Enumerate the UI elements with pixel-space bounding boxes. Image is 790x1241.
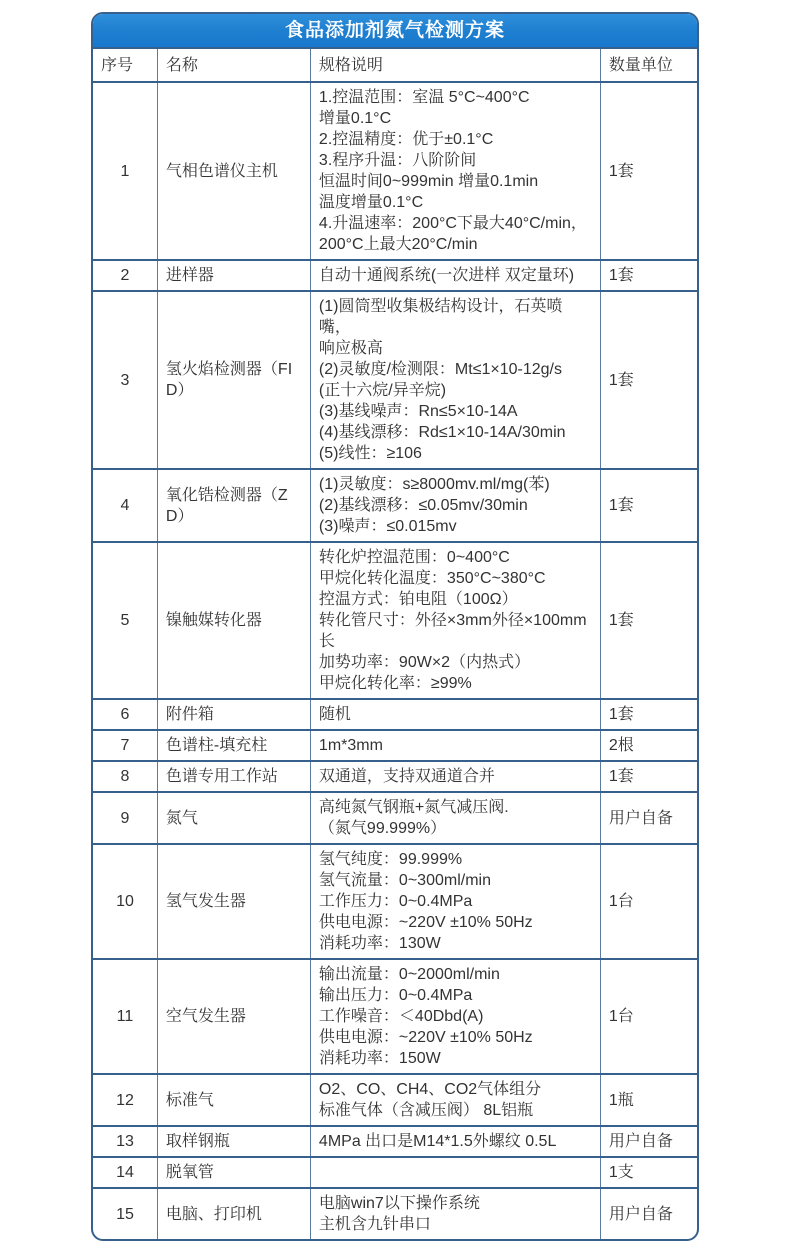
row-index-cell: 2 xyxy=(93,260,157,291)
spec-line: 自动十通阀系统(一次进样 双定量环) xyxy=(318,267,575,284)
spec-line: 工作噪音：＜40Dbd(A) xyxy=(318,1008,484,1025)
row-index-cell: 5 xyxy=(93,542,157,699)
spec-line: (1)灵敏度：s≥8000mv.ml/mg(苯) xyxy=(318,476,550,493)
spec-line: 温度增量0.1°C xyxy=(318,194,424,211)
qty-cell: 用户自备 xyxy=(600,1188,697,1239)
spec-cell xyxy=(310,959,600,1074)
spec-line: (3)基线噪声：Rn≤5×10-14A xyxy=(318,403,518,420)
row-index-cell: 11 xyxy=(93,959,157,1074)
spec-table-card xyxy=(91,12,699,1241)
spec-line: 200°C上最大20°C/min xyxy=(318,236,478,253)
spec-line: 工作压力：0~0.4MPa xyxy=(318,893,473,910)
spec-line: 氢气流量：0~300ml/min xyxy=(318,872,491,889)
item-name-cell: 氢气发生器 xyxy=(157,844,310,959)
spec-line: 4MPa 出口是M14*1.5外螺纹 0.5L xyxy=(318,1133,557,1150)
item-name-cell: 脱氧管 xyxy=(157,1157,310,1188)
spec-line: 标准气体（含减压阀） 8L铝瓶 xyxy=(318,1102,534,1119)
table-row xyxy=(93,1188,697,1239)
spec-line: 恒温时间0~999min 增量0.1min xyxy=(318,173,539,190)
qty-cell: 1瓶 xyxy=(600,1074,697,1126)
table-row xyxy=(93,699,697,730)
table-row xyxy=(93,82,697,260)
spec-cell xyxy=(310,291,600,469)
spec-line: 3.程序升温：八阶阶间 xyxy=(318,152,477,169)
spec-line: 消耗功率：130W xyxy=(318,935,441,952)
qty-cell: 1套 xyxy=(600,469,697,542)
spec-line: 转化管尺寸：外径×3mm外径×100mm长 xyxy=(318,612,587,650)
spec-line: 输出压力：0~0.4MPa xyxy=(318,987,473,1004)
table-row xyxy=(93,730,697,761)
column-header-name: 名称 xyxy=(157,48,310,82)
table-row xyxy=(93,959,697,1074)
table-row xyxy=(93,844,697,959)
spec-cell xyxy=(310,82,600,260)
qty-cell: 1套 xyxy=(600,761,697,792)
spec-line: 电脑win7以下操作系统 xyxy=(318,1195,480,1212)
table-row xyxy=(93,1074,697,1126)
spec-line: 甲烷化转化温度：350°C~380°C xyxy=(318,570,546,587)
item-name-cell: 镍触媒转化器 xyxy=(157,542,310,699)
column-header-index: 序号 xyxy=(93,48,157,82)
spec-line: (1)圆筒型收集极结构设计，石英喷嘴， xyxy=(318,298,563,336)
spec-line: 消耗功率：150W xyxy=(318,1050,441,1067)
item-name-cell: 电脑、打印机 xyxy=(157,1188,310,1239)
spec-cell xyxy=(310,844,600,959)
item-name-cell: 氢火焰检测器（FID） xyxy=(157,291,310,469)
qty-cell: 1套 xyxy=(600,542,697,699)
row-index-cell: 4 xyxy=(93,469,157,542)
spec-cell xyxy=(310,1074,600,1126)
spec-line: 1.控温范围：室温 5°C~400°C xyxy=(318,89,530,106)
spec-cell xyxy=(310,469,600,542)
item-name-cell: 标准气 xyxy=(157,1074,310,1126)
spec-line: 甲烷化转化率：≥99% xyxy=(318,675,472,692)
spec-line: 2.控温精度：优于±0.1°C xyxy=(318,131,494,148)
table-row xyxy=(93,260,697,291)
spec-line: 随机 xyxy=(318,706,351,723)
table-title: 食品添加剂氮气检测方案 xyxy=(93,14,697,47)
item-name-cell: 空气发生器 xyxy=(157,959,310,1074)
table-row xyxy=(93,761,697,792)
spec-line: (5)线性：≥106 xyxy=(318,445,422,462)
item-name-cell: 进样器 xyxy=(157,260,310,291)
spec-line: 主机含九针串口 xyxy=(318,1216,431,1233)
spec-line: 转化炉控温范围：0~400°C xyxy=(318,549,510,566)
qty-cell: 用户自备 xyxy=(600,792,697,844)
spec-line: (2)灵敏度/检测限：Mt≤1×10-12g/s xyxy=(318,361,562,378)
item-name-cell: 色谱专用工作站 xyxy=(157,761,310,792)
row-index-cell: 14 xyxy=(93,1157,157,1188)
qty-cell: 1套 xyxy=(600,82,697,260)
qty-cell: 1支 xyxy=(600,1157,697,1188)
spec-cell xyxy=(310,699,600,730)
row-index-cell: 6 xyxy=(93,699,157,730)
spec-cell xyxy=(310,260,600,291)
row-index-cell: 10 xyxy=(93,844,157,959)
spec-line: 控温方式：铂电阻（100Ω） xyxy=(318,591,518,608)
spec-line: 双通道，支持双通道合并 xyxy=(318,768,495,785)
header-row xyxy=(93,48,697,82)
spec-line: 输出流量：0~2000ml/min xyxy=(318,966,500,983)
qty-cell: 1套 xyxy=(600,291,697,469)
spec-line: (3)噪声：≤0.015mv xyxy=(318,518,457,535)
item-name-cell: 取样钢瓶 xyxy=(157,1126,310,1157)
spec-cell xyxy=(310,792,600,844)
spec-line: 增量0.1°C xyxy=(318,110,392,127)
spec-cell xyxy=(310,1157,600,1188)
row-index-cell: 3 xyxy=(93,291,157,469)
spec-line: 氢气纯度：99.999% xyxy=(318,851,463,868)
spec-line: 1m*3mm xyxy=(318,737,383,754)
spec-line: 4.升温速率：200°C下最大40°C/min， xyxy=(318,215,587,232)
row-index-cell: 13 xyxy=(93,1126,157,1157)
spec-line: （氮气99.999%） xyxy=(318,820,447,837)
row-index-cell: 7 xyxy=(93,730,157,761)
column-header-spec: 规格说明 xyxy=(310,48,600,82)
qty-cell: 1台 xyxy=(600,959,697,1074)
item-name-cell: 色谱柱-填充柱 xyxy=(157,730,310,761)
spec-line: 加势功率：90W×2（内热式） xyxy=(318,654,531,671)
qty-cell: 1套 xyxy=(600,260,697,291)
spec-line: (2)基线漂移：≤0.05mv/30min xyxy=(318,497,528,514)
spec-table-body xyxy=(93,82,697,1239)
row-index-cell: 9 xyxy=(93,792,157,844)
spec-line: O2、CO、CH4、CO2气体组分 xyxy=(318,1081,542,1098)
qty-cell: 2根 xyxy=(600,730,697,761)
table-row xyxy=(93,469,697,542)
row-index-cell: 1 xyxy=(93,82,157,260)
spec-line: 供电电源：~220V ±10% 50Hz xyxy=(318,914,533,931)
spec-line: (正十六烷/异辛烷) xyxy=(318,382,447,399)
table-row xyxy=(93,1157,697,1188)
spec-line: 供电电源：~220V ±10% 50Hz xyxy=(318,1029,533,1046)
spec-cell xyxy=(310,730,600,761)
spec-line: (4)基线漂移：Rd≤1×10-14A/30min xyxy=(318,424,566,441)
spec-cell xyxy=(310,1188,600,1239)
table-row xyxy=(93,542,697,699)
item-name-cell: 氧化锆检测器（ZD） xyxy=(157,469,310,542)
qty-cell: 1套 xyxy=(600,699,697,730)
item-name-cell: 氮气 xyxy=(157,792,310,844)
spec-line: 响应极高 xyxy=(318,340,383,357)
item-name-cell: 附件箱 xyxy=(157,699,310,730)
spec-table xyxy=(93,47,697,1239)
table-row xyxy=(93,291,697,469)
spec-line: 高纯氮气钢瓶+氮气减压阀. xyxy=(318,799,509,816)
qty-cell: 用户自备 xyxy=(600,1126,697,1157)
qty-cell: 1台 xyxy=(600,844,697,959)
item-name-cell: 气相色谱仪主机 xyxy=(157,82,310,260)
spec-cell xyxy=(310,542,600,699)
column-header-qty: 数量单位 xyxy=(600,48,697,82)
table-row xyxy=(93,1126,697,1157)
spec-cell xyxy=(310,761,600,792)
row-index-cell: 12 xyxy=(93,1074,157,1126)
spec-cell xyxy=(310,1126,600,1157)
row-index-cell: 15 xyxy=(93,1188,157,1239)
row-index-cell: 8 xyxy=(93,761,157,792)
table-row xyxy=(93,792,697,844)
